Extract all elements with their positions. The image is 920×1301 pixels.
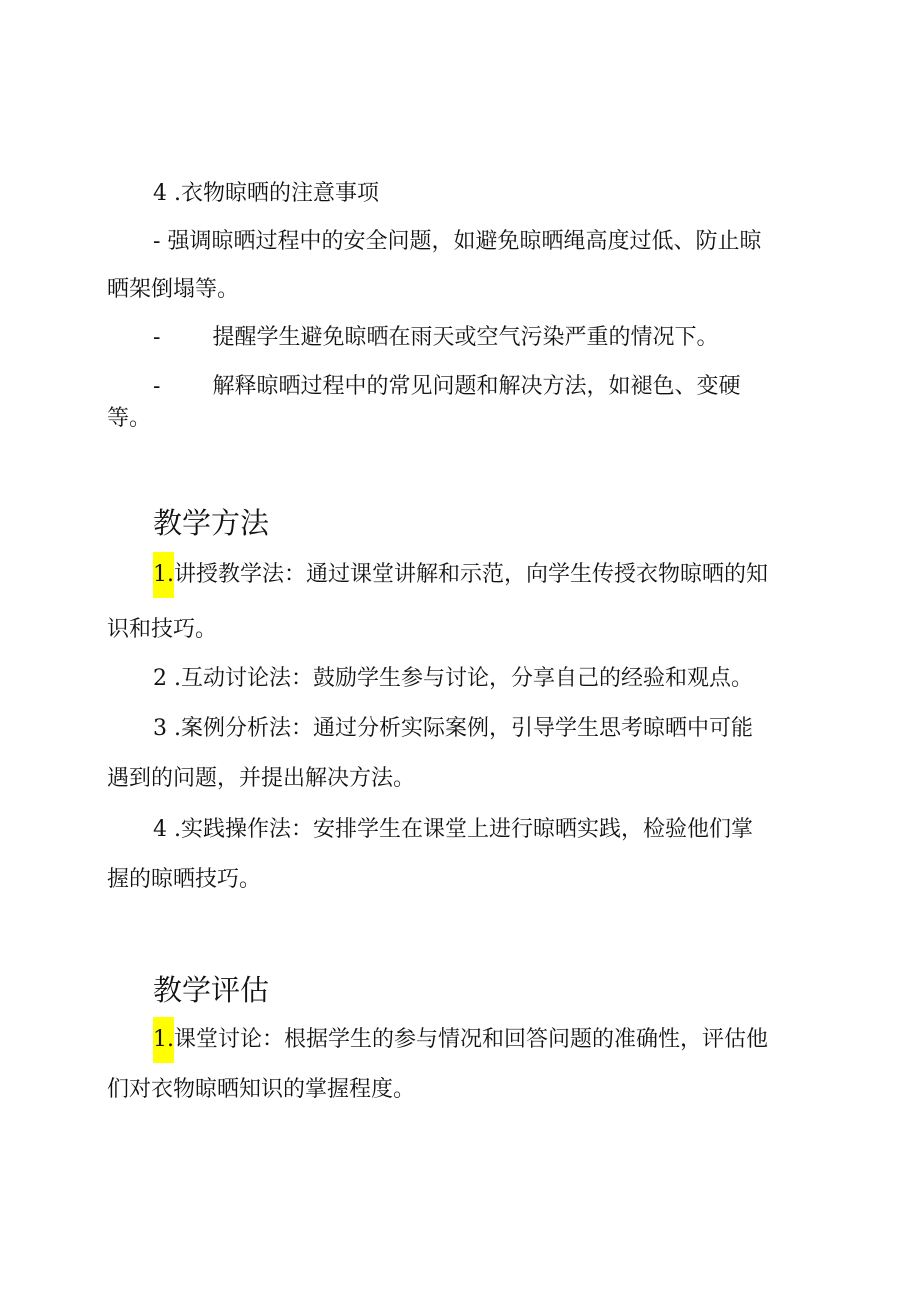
notes-item-3-line-2: 等。 bbox=[107, 406, 152, 431]
evaluation-1-line-2: 们对衣物晾晒知识的掌握程度。 bbox=[107, 1077, 416, 1102]
notes-item-2 bbox=[153, 323, 718, 353]
list-dash: - bbox=[153, 229, 161, 254]
list-dash: - bbox=[153, 374, 161, 399]
list-dash: - bbox=[153, 325, 161, 350]
list-text: 强调晾晒过程中的安全问题，如避免晾晒绳高度过低、防止晾 bbox=[167, 229, 762, 254]
methods-title: 教学方法 bbox=[153, 506, 270, 540]
method-2: 2 .互动讨论法：鼓励学生参与讨论，分享自己的经验和观点。 bbox=[153, 666, 753, 691]
notes-item-3-line-1 bbox=[153, 372, 740, 402]
notes-item-1-line-1 bbox=[153, 227, 761, 257]
method-1-line-1 bbox=[153, 552, 768, 598]
method-3-line-1: 3 .案例分析法：通过分析实际案例，引导学生思考晾晒中可能 bbox=[153, 716, 753, 741]
notes-heading: 4 .衣物晾晒的注意事项 bbox=[153, 181, 379, 206]
evaluation-1-line-1 bbox=[153, 1017, 768, 1063]
list-text: 解释晾晒过程中的常见问题和解决方法，如褪色、变硬 bbox=[212, 374, 741, 399]
method-4-line-1: 4 .实践操作法：安排学生在课堂上进行晾晒实践，检验他们掌 bbox=[153, 817, 753, 842]
highlighted-number: 1. bbox=[153, 1017, 174, 1063]
list-text: 提醒学生避免晾晒在雨天或空气污染严重的情况下。 bbox=[212, 325, 719, 350]
highlighted-number: 1. bbox=[153, 552, 174, 598]
method-1-line-2: 识和技巧。 bbox=[107, 617, 218, 642]
notes-item-1-line-2: 晒架倒塌等。 bbox=[107, 277, 240, 302]
method-1-text: 讲授教学法：通过课堂讲解和示范，向学生传授衣物晾晒的知 bbox=[174, 562, 769, 587]
evaluation-title: 教学评估 bbox=[153, 973, 270, 1007]
evaluation-1-text: 课堂讨论：根据学生的参与情况和回答问题的准确性，评估他 bbox=[174, 1027, 769, 1052]
method-3-line-2: 遇到的问题，并提出解决方法。 bbox=[107, 766, 416, 791]
method-4-line-2: 握的晾晒技巧。 bbox=[107, 867, 262, 892]
